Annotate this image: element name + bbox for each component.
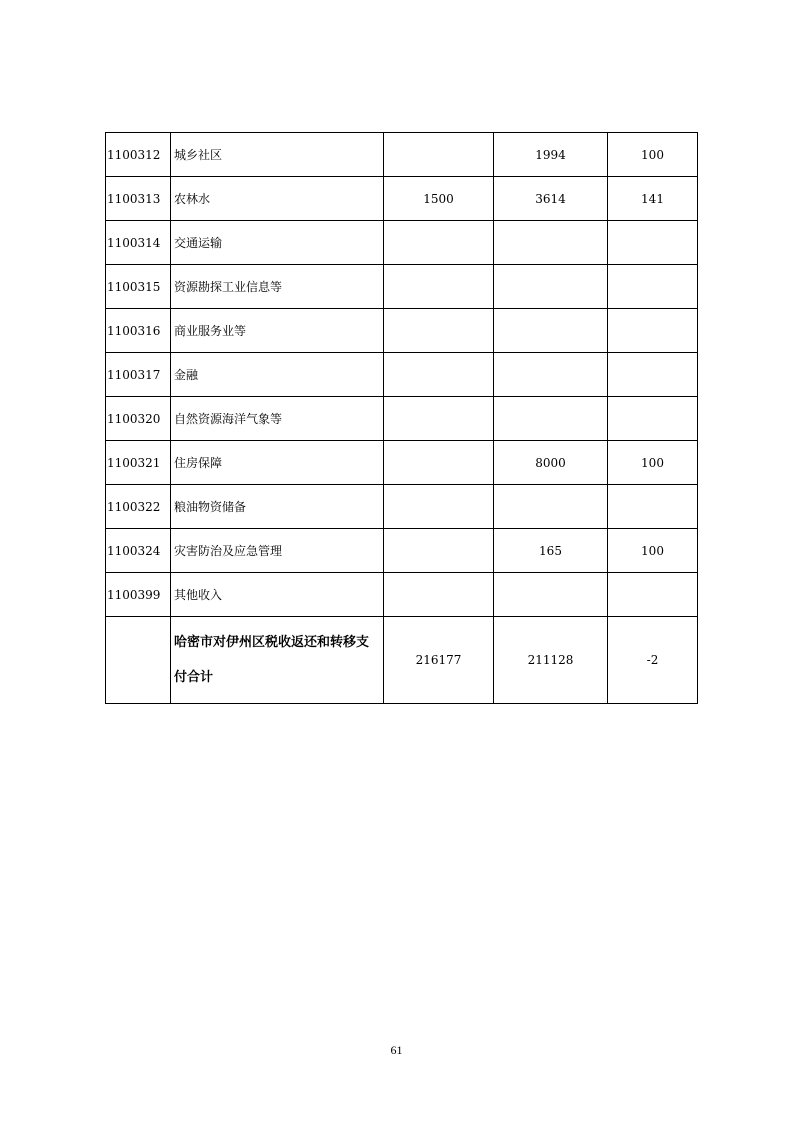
row-code: 1100320 [106,397,171,441]
table-row [106,133,698,177]
row-name: 城乡社区 [171,133,384,177]
row-code: 1100313 [106,177,171,221]
row-name: 交通运输 [171,221,384,265]
row-code: 1100321 [106,441,171,485]
row-value-3: 100 [608,133,698,177]
total-name [171,617,384,704]
total-row [106,617,698,704]
row-value-3 [608,353,698,397]
row-value-2 [494,397,608,441]
row-value-3 [608,309,698,353]
row-value-2 [494,265,608,309]
row-name: 粮油物资储备 [171,485,384,529]
row-name: 金融 [171,353,384,397]
table-row [106,221,698,265]
table-row [106,441,698,485]
row-value-1 [384,573,494,617]
transfer-payment-table [105,132,698,704]
row-name: 商业服务业等 [171,309,384,353]
row-value-3: 100 [608,441,698,485]
row-value-1 [384,397,494,441]
row-value-1 [384,309,494,353]
row-name: 住房保障 [171,441,384,485]
row-value-1 [384,133,494,177]
row-value-1 [384,441,494,485]
row-value-1: 1500 [384,177,494,221]
row-value-2: 1994 [494,133,608,177]
row-value-2 [494,221,608,265]
table-row [106,573,698,617]
row-value-3: 141 [608,177,698,221]
row-value-3: 100 [608,529,698,573]
row-value-2 [494,485,608,529]
table-row [106,265,698,309]
table-row [106,177,698,221]
row-value-2 [494,309,608,353]
row-value-2: 3614 [494,177,608,221]
row-code: 1100314 [106,221,171,265]
table-row [106,529,698,573]
table-body [106,133,698,704]
row-value-1 [384,529,494,573]
row-code: 1100399 [106,573,171,617]
row-value-2: 8000 [494,441,608,485]
row-value-3 [608,265,698,309]
row-value-1 [384,353,494,397]
total-name-line-2: 付合计 [174,670,214,685]
table-row [106,353,698,397]
row-code: 1100316 [106,309,171,353]
total-name-line-1: 哈密市对伊州区税收返还和转移支 [174,635,370,650]
page-number: 61 [390,1043,403,1057]
row-name: 农林水 [171,177,384,221]
row-name: 资源勘探工业信息等 [171,265,384,309]
row-name: 灾害防治及应急管理 [171,529,384,573]
row-value-2 [494,573,608,617]
table-row [106,309,698,353]
row-code: 1100322 [106,485,171,529]
row-value-3 [608,397,698,441]
row-name: 自然资源海洋气象等 [171,397,384,441]
row-name: 其他收入 [171,573,384,617]
total-value-2: 211128 [494,617,608,704]
row-value-3 [608,221,698,265]
table-row [106,485,698,529]
row-value-2 [494,353,608,397]
row-code: 1100312 [106,133,171,177]
total-value-1: 216177 [384,617,494,704]
row-value-2: 165 [494,529,608,573]
row-value-3 [608,485,698,529]
row-value-3 [608,573,698,617]
total-value-3: -2 [608,617,698,704]
row-value-1 [384,485,494,529]
total-code [106,617,171,704]
row-value-1 [384,265,494,309]
row-code: 1100324 [106,529,171,573]
row-code: 1100315 [106,265,171,309]
row-code: 1100317 [106,353,171,397]
table-row [106,397,698,441]
row-value-1 [384,221,494,265]
